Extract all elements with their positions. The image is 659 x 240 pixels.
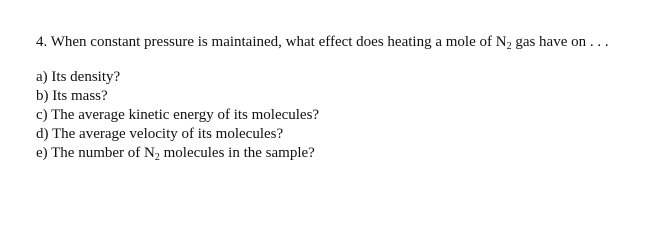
- option-b: [36, 87, 651, 106]
- question-4: [36, 33, 651, 51]
- option-label: e): [36, 145, 48, 161]
- option-subscript: 2: [154, 152, 160, 163]
- option-text: Its density?: [51, 69, 121, 85]
- option-text: The average velocity of its molecules?: [51, 126, 284, 142]
- option-c: [36, 106, 651, 125]
- option-text: Its mass?: [52, 88, 108, 104]
- option-d: [36, 125, 651, 144]
- option-text-end: molecules in the sample?: [159, 145, 315, 161]
- question-subscript: 2: [506, 41, 512, 52]
- option-a: [36, 68, 651, 87]
- question-text-end: gas have on . . .: [511, 34, 609, 50]
- option-label: a): [36, 69, 48, 85]
- option-text: The number of N: [51, 145, 155, 161]
- document-body: [36, 33, 651, 163]
- option-text: The average kinetic energy of its molecules?: [51, 107, 320, 123]
- question-text: When constant pressure is maintained, what effect does heating a mole of N: [50, 34, 507, 50]
- answer-options: [36, 68, 651, 163]
- option-e: [36, 144, 651, 163]
- option-label: b): [36, 88, 49, 104]
- option-label: d): [36, 126, 49, 142]
- question-number: 4.: [36, 34, 48, 50]
- option-label: c): [36, 107, 48, 123]
